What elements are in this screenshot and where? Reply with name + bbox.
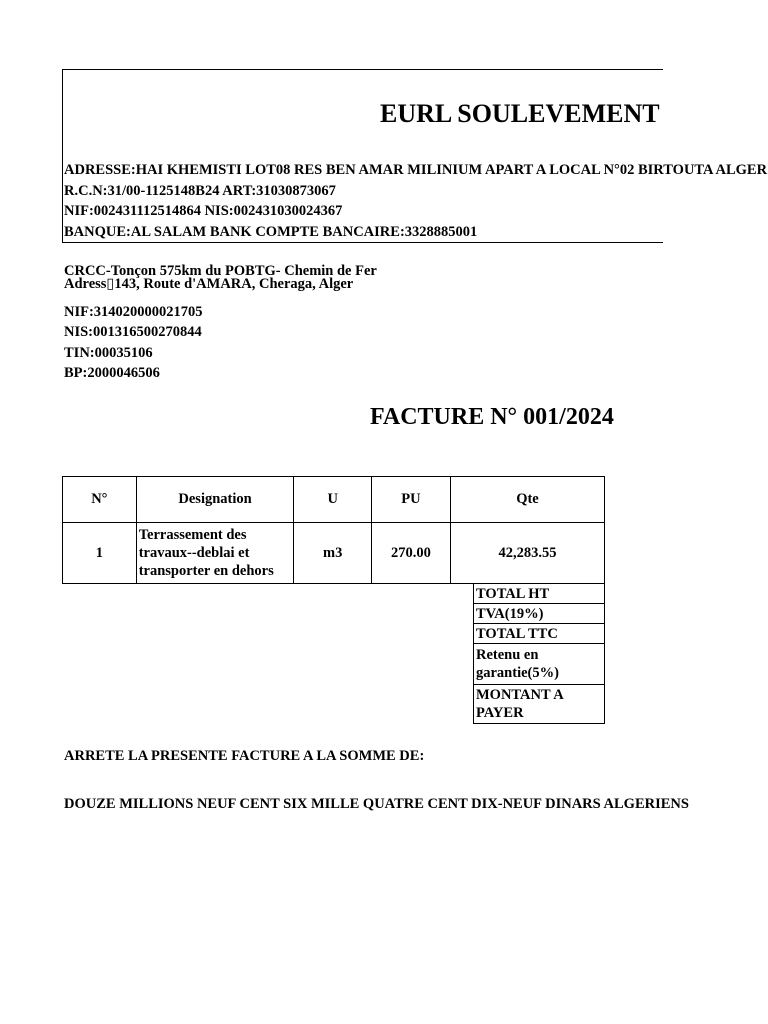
company-name: EURL SOULEVEMENT — [380, 99, 660, 128]
table-row — [63, 523, 605, 584]
items-table — [62, 476, 605, 584]
company-rcn-art: R.C.N:31/00-1125148B24 ART:31030873067 — [64, 183, 336, 199]
header-no: N° — [63, 477, 137, 523]
client-nis: NIS:001316500270844 — [64, 324, 202, 340]
amount-in-words: DOUZE MILLIONS NEUF CENT SIX MILLE QUATRE CENT DIX-NEUF DINARS ALGERIENS — [64, 796, 689, 812]
total-ht-label: TOTAL HT — [474, 584, 605, 604]
header-unit: U — [294, 477, 372, 523]
header-qte: Qte — [450, 477, 604, 523]
client-name: CRCC-Tonçon 575km du POBTG- Chemin de Fer — [64, 263, 377, 279]
client-tin: TIN:00035106 — [64, 345, 153, 361]
tva-label: TVA(19%) — [474, 604, 605, 624]
invoice-title: FACTURE N° 001/2024 — [370, 404, 614, 430]
table-header-row — [63, 477, 605, 523]
company-nif-nis: NIF:002431112514864 NIS:002431030024367 — [64, 203, 343, 219]
arrete-text: ARRETE LA PRESENTE FACTURE A LA SOMME DE: — [64, 748, 425, 764]
cell-no: 1 — [63, 523, 137, 584]
client-address: Adress▯143, Route d'AMARA, Cheraga, Alger — [64, 276, 354, 292]
totals-table — [473, 583, 605, 724]
cell-designation: Terrassement des travaux--deblai et transporter en dehors — [136, 523, 294, 584]
client-nif: NIF:314020000021705 — [64, 304, 203, 320]
retenu-garantie-label: Retenu en garantie(5%) — [474, 644, 605, 685]
cell-qte: 42,283.55 — [450, 523, 604, 584]
company-address: ADRESSE:HAI KHEMISTI LOT08 RES BEN AMAR MILINIUM APART A LOCAL N°02 BIRTOUTA ALGER — [64, 162, 768, 178]
montant-a-payer-label: MONTANT A PAYER — [474, 685, 605, 724]
cell-pu: 270.00 — [372, 523, 451, 584]
client-bp: BP:2000046506 — [64, 365, 160, 381]
header-pu: PU — [372, 477, 451, 523]
total-ttc-label: TOTAL TTC — [474, 624, 605, 644]
cell-unit: m3 — [294, 523, 372, 584]
header-designation: Designation — [136, 477, 294, 523]
company-bank: BANQUE:AL SALAM BANK COMPTE BANCAIRE:3328885001 — [64, 224, 478, 240]
